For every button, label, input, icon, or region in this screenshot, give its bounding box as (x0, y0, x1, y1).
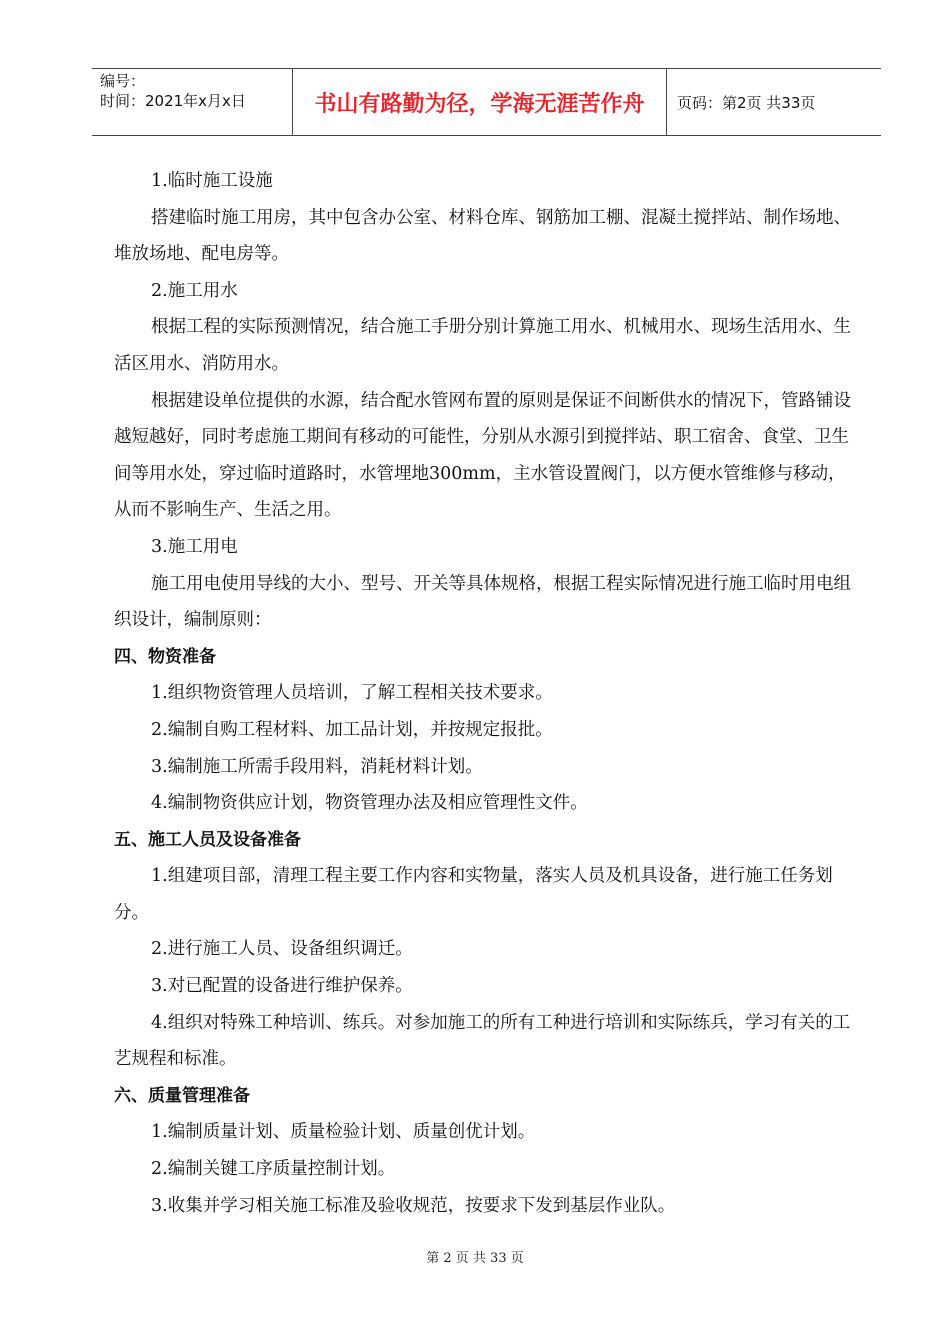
list-item: 3.对已配置的设备进行维护保养。 (151, 976, 413, 997)
document-time-label: 时间：2021年x月x日 (100, 92, 246, 110)
list-item: 1.组织物资管理人员培训，了解工程相关技术要求。 (151, 683, 553, 704)
list-item: 1.编制质量计划、质量检验计划、质量创优计划。 (151, 1122, 536, 1143)
header-meta (92, 69, 293, 135)
paragraph: 搭建临时施工用房，其中包含办公室、材料仓库、钢筋加工棚、混凝土搅拌站、制作场地、堆放场地、配电房等。 (114, 207, 851, 265)
document-number-label: 编号： (100, 72, 146, 90)
list-item: 3.施工用电 (151, 536, 238, 557)
page-header (92, 68, 881, 136)
document-body (114, 163, 862, 1224)
page-footer: 第 2 页 共 33 页 (426, 1251, 524, 1266)
list-item: 1.临时施工设施 (151, 171, 273, 191)
list-item: 3.编制施工所需手段用料，消耗材料计划。 (151, 756, 483, 777)
section-heading: 四、物资准备 (114, 646, 216, 667)
paragraph: 1.组建项目部，清理工程主要工作内容和实物量，落实人员及机具设备，进行施工任务划分。 (114, 866, 833, 923)
header-page-label: 页码：第2页 共33页 (677, 93, 816, 112)
header-motto: 书山有路勤为径，学海无涯苦作舟 (293, 69, 667, 135)
list-item: 2.编制自购工程材料、加工品计划，并按规定报批。 (151, 719, 553, 740)
list-item: 2.进行施工人员、设备组织调迁。 (151, 939, 413, 960)
section-heading: 六、质量管理准备 (114, 1085, 250, 1106)
paragraph: 根据建设单位提供的水源，结合配水管网布置的原则是保证不间断供水的情况下，管路铺设越短越好，同时考虑施工期间有移动的可能性，分别从水源引到搅拌站、职工宿舍、食堂、卫生间等用水处，穿过临时道路时，水管埋地300mm，主水管设置阀门，以方便水管维修与移动，从而不影响生产、生活之用。 (114, 390, 851, 521)
paragraph: 施工用电使用导线的大小、型号、开关等具体规格，根据工程实际情况进行施工临时用电组织设计，编制原则： (114, 573, 851, 631)
list-item: 2.施工用水 (151, 280, 238, 301)
section-heading: 五、施工人员及设备准备 (114, 829, 301, 850)
list-item: 3.收集并学习相关施工标准及验收规范，按要求下发到基层作业队。 (151, 1195, 676, 1216)
paragraph: 根据工程的实际预测情况，结合施工手册分别计算施工用水、机械用水、现场生活用水、生活区用水、消防用水。 (114, 317, 851, 374)
list-item: 2.编制关键工序质量控制计划。 (151, 1159, 396, 1180)
paragraph: 4.组织对特殊工种培训、练兵。对参加施工的所有工种进行培训和实际练兵，学习有关的工艺规程和标准。 (114, 1012, 851, 1070)
list-item: 4.编制物资供应计划，物资管理办法及相应管理性文件。 (151, 793, 588, 814)
